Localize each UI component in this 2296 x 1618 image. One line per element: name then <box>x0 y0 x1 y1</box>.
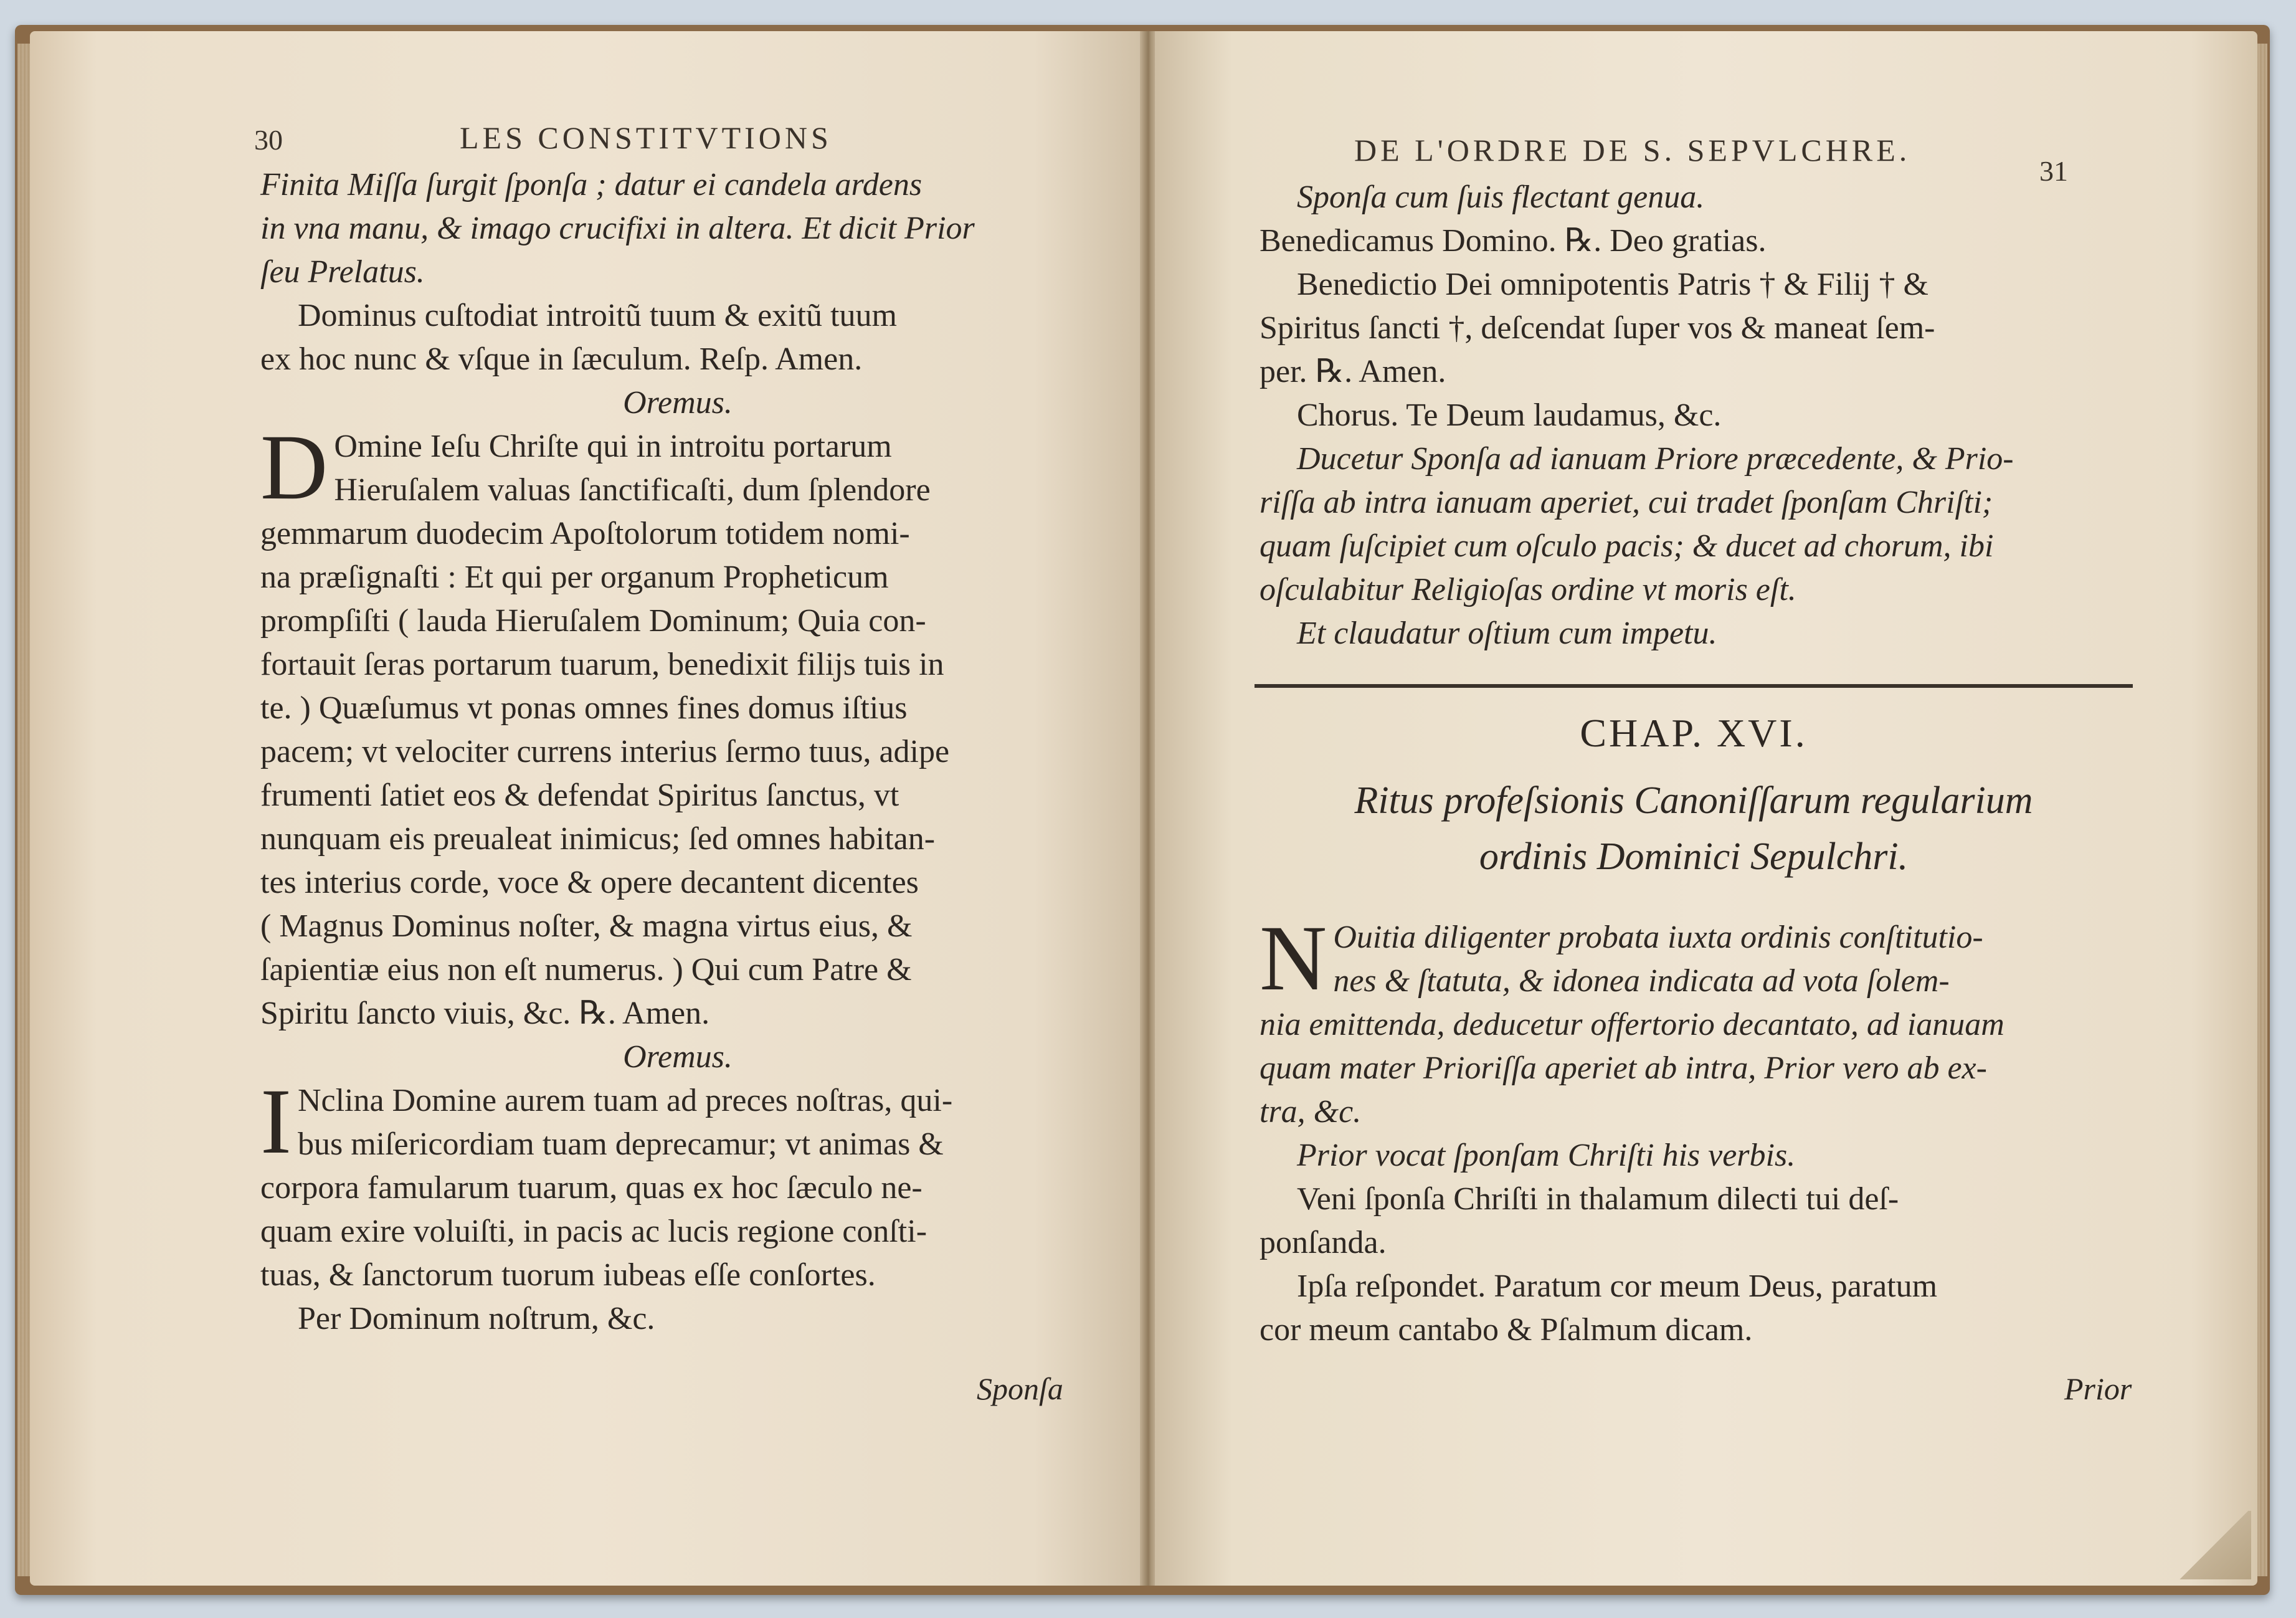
text-line: gemmarum duodecim Apoſtolorum totidem nomi- <box>260 516 910 551</box>
text-line: riſſa ab intra ianuam aperiet, cui tradet ſponſam Chriſti; <box>1259 485 1993 520</box>
text-line: prompſiſti ( lauda Hieruſalem Dominum; Quia con- <box>260 603 926 639</box>
folded-corner <box>2176 1511 2251 1579</box>
text-line: Hieruſalem valuas ſanctificaſti, dum ſplendore <box>334 472 931 508</box>
oremus-heading: Oremus. <box>623 385 733 421</box>
left-running-head: LES CONSTITVTIONS <box>460 120 832 155</box>
text-line: Omine Ieſu Chriſte qui in introitu portarum <box>334 429 892 464</box>
text-line: quam exire voluiſti, in pacis ac lucis regione conſti- <box>260 1214 927 1249</box>
right-running-head: DE L'ORDRE DE S. SEPVLCHRE. <box>1354 133 1911 168</box>
text-line: Spiritu ſancto viuis, &c. ℞. Amen. <box>260 996 710 1031</box>
subtitle-line: Ritus profeſsionis Canoniſſarum regularium <box>1354 779 2033 822</box>
text-line: per. ℞. Amen. <box>1259 354 1446 389</box>
text-line: ponſanda. <box>1259 1225 1387 1260</box>
chapter-subtitle <box>1255 773 2133 885</box>
text-line: oſculabitur Religioſas ordine vt moris eſt. <box>1259 572 1796 607</box>
text-line: nunquam eis preualeat inimicus; ſed omnes habitan- <box>260 821 936 857</box>
text-line: in vna manu, & imago crucifixi in altera. Et dicit Prior <box>260 211 975 246</box>
text-line: quam ſuſcipiet cum oſculo pacis; & ducet ad chorum, ibi <box>1259 528 1994 564</box>
prayer-paragraph <box>260 1079 1095 1297</box>
text-line: Spiritus ſancti †, deſcendat ſuper vos & maneat ſem- <box>1259 310 1935 346</box>
text-line: corpora famularum tuarum, quas ex hoc ſæculo ne- <box>260 1170 923 1206</box>
left-page <box>30 31 1145 1586</box>
text-line: Ducetur Sponſa ad ianuam Priore præcedente, & Prio- <box>1297 441 2014 477</box>
text-line: Ipſa reſpondet. Paratum cor meum Deus, paratum <box>1297 1268 1938 1304</box>
text-line: nia emittenda, deducetur offertorio decantato, ad ianuam <box>1259 1007 2004 1042</box>
section-rule <box>1255 684 2133 688</box>
right-catchword: Prior <box>2064 1371 2132 1406</box>
text-line: Per Dominum noſtrum, &c. <box>298 1301 655 1336</box>
text-line: tuas, & ſanctorum tuorum iubeas eſſe conſortes. <box>260 1257 876 1293</box>
chapter-paragraph <box>1259 916 2144 1134</box>
text-line: Veni ſponſa Chriſti in thalamum dilecti tui deſ- <box>1297 1181 1899 1217</box>
right-page-number: 31 <box>2039 155 2068 187</box>
text-line: Finita Miſſa ſurgit ſponſa ; datur ei candela ardens <box>260 167 923 202</box>
text-line: ſapientiæ eius non eſt numerus. ) Qui cum Patre & <box>260 952 912 987</box>
text-line: Ouitia diligenter probata iuxta ordinis conſtitutio- <box>1333 920 1983 955</box>
text-line: frumenti ſatiet eos & defendat Spiritus ſanctus, vt <box>260 778 899 813</box>
text-line: tra, &c. <box>1259 1094 1362 1130</box>
text-line: cor meum cantabo & Pſalmum dicam. <box>1259 1312 1753 1348</box>
text-line: Et claudatur oſtium cum impetu. <box>1297 616 1717 651</box>
right-page <box>1155 31 2257 1586</box>
text-line: tes interius corde, voce & opere decantent dicentes <box>260 865 919 900</box>
text-line: fortauit ſeras portarum tuarum, benedixit filijs tuis in <box>260 647 944 682</box>
left-page-number: 30 <box>254 124 283 156</box>
oremus-heading: Oremus. <box>623 1039 733 1075</box>
drop-cap: D <box>260 425 328 519</box>
text-line: Dominus cuſtodiat introitũ tuum & exitũ tuum <box>298 298 897 333</box>
text-line: nes & ſtatuta, & idonea indicata ad vota ſolem- <box>1333 963 1950 999</box>
text-line: Chorus. Te Deum laudamus, &c. <box>1297 397 1722 433</box>
text-line: Benedicamus Domino. ℞. Deo gratias. <box>1259 223 1767 259</box>
text-line: bus miſericordiam tuam deprecamur; vt animas & <box>297 1126 944 1162</box>
text-line: quam mater Prioriſſa aperiet ab intra, Prior vero ab ex- <box>1259 1050 1987 1086</box>
drop-cap: N <box>1259 916 1327 1010</box>
text-line: ex hoc nunc & vſque in ſæculum. Reſp. Amen. <box>260 341 863 377</box>
text-line: pacem; vt velociter currens interius ſermo tuus, adipe <box>260 734 950 769</box>
open-book <box>15 25 2270 1595</box>
drop-cap: I <box>260 1079 292 1173</box>
chapter-heading: CHAP. XVI. <box>1580 711 1808 755</box>
text-line: ( Magnus Dominus noſter, & magna virtus eius, & <box>260 908 913 944</box>
text-line: Prior vocat ſponſam Chriſti his verbis. <box>1297 1138 1796 1173</box>
right-text-block-top <box>1259 176 2144 655</box>
left-catchword: Sponſa <box>977 1371 1063 1406</box>
text-line: na præſignaſti : Et qui per organum Propheticum <box>260 559 889 595</box>
subtitle-line: ordinis Dominici Sepulchri. <box>1479 835 1909 878</box>
right-text-block-bottom <box>1259 916 2144 1352</box>
text-line: ſeu Prelatus. <box>260 254 425 290</box>
text-line: Sponſa cum ſuis flectant genua. <box>1297 179 1705 215</box>
text-line: Nclina Domine aurem tuam ad preces noſtras, qui- <box>297 1083 953 1118</box>
text-line: te. ) Quæſumus vt ponas omnes fines domus iſtius <box>260 690 908 726</box>
text-line: Benedictio Dei omnipotentis Patris † & Filij † & <box>1297 267 1928 302</box>
prayer-paragraph <box>260 425 1095 1035</box>
left-text-block <box>260 163 1095 1341</box>
